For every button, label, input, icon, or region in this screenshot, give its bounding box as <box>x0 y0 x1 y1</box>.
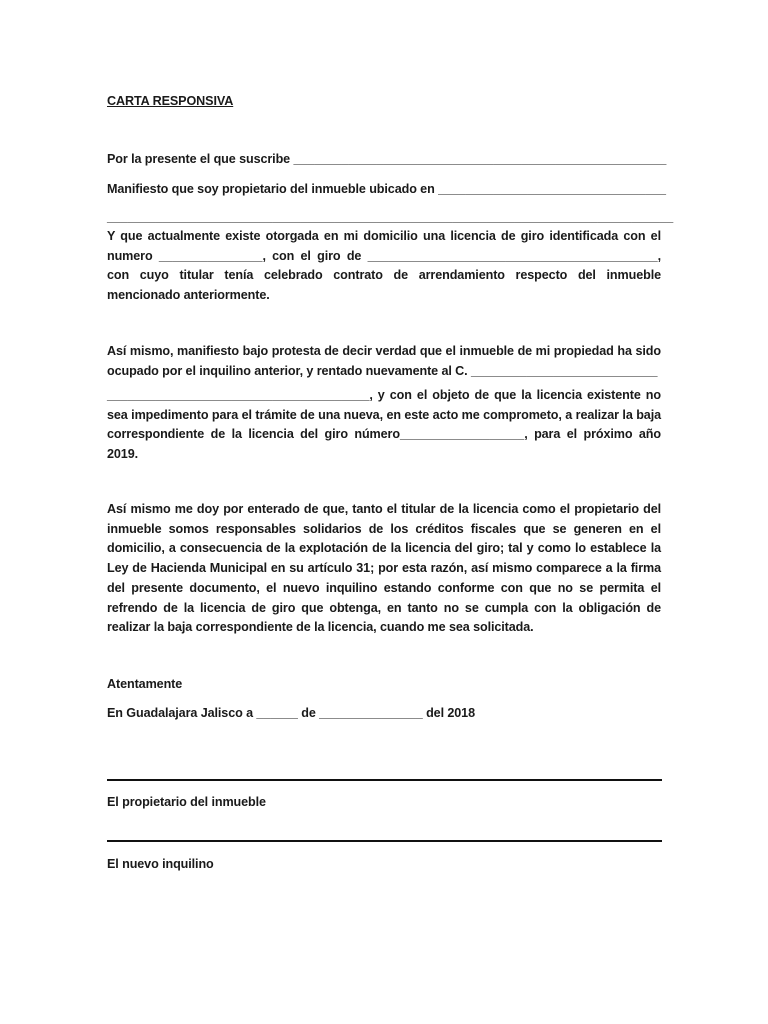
closing-atentamente: Atentamente <box>107 677 183 691</box>
paragraph-responsables: Así mismo me doy por enterado de que, tanto el titular de la licencia como el propietario del inmueble somos responsables solidarios de los créditos fiscales que se generen en el domicilio, a consecuencia de la explotación de la licencia del giro; tal y como lo establece la Ley de Hacienda Municipal en su artículo 31; por esta razón, así mismo comparece a la firma del presente documento, el nuevo inquilino estando conforme con que no se permita el refrendo de la licencia de giro que obtenga, en tanto no se cumpla con la obligación de realizar la baja correspondiente de la licencia, cuando me sea solicitada. <box>107 502 661 635</box>
suscribe-line: Por la presente el que suscribe ______________________________________________________ <box>107 152 667 166</box>
document-title: CARTA RESPONSIVA <box>107 94 234 108</box>
manifiesto-line: Manifiesto que soy propietario del inmueble ubicado en _________________________________ <box>107 182 666 196</box>
signature-label-propietario: El propietario del inmueble <box>107 795 266 809</box>
paragraph-protesta: Así mismo, manifiesto bajo protesta de decir verdad que el inmueble de mi propiedad ha sido ocupado por el inquilino anterior, y rentado nuevamente al C. ___________________________ <box>107 344 661 378</box>
signature-label-inquilino: El nuevo inquilino <box>107 857 214 871</box>
signature-line-inquilino <box>107 840 662 842</box>
signature-line-propietario <box>107 779 662 781</box>
paragraph-licencia: Y que actualmente existe otorgada en mi domicilio una licencia de giro identificada con el numero _______________, con el giro de __________________________________________, con cuyo titular tenía celebrado contrato de arrendamiento respecto del inmueble mencionado anteriormente. <box>107 229 661 303</box>
address-blank-line: __________________________________________________________________________________ <box>107 210 674 224</box>
paragraph-compromiso: ______________________________________, y con el objeto de que la licencia existente no sea impedimento para el trámite de una nueva, en este acto me comprometo, a realizar la baja correspondiente de la licencia del giro número__________________, para el próximo año 2019. <box>107 388 661 462</box>
place-date-line: En Guadalajara Jalisco a ______ de _______________ del 2018 <box>107 706 475 720</box>
